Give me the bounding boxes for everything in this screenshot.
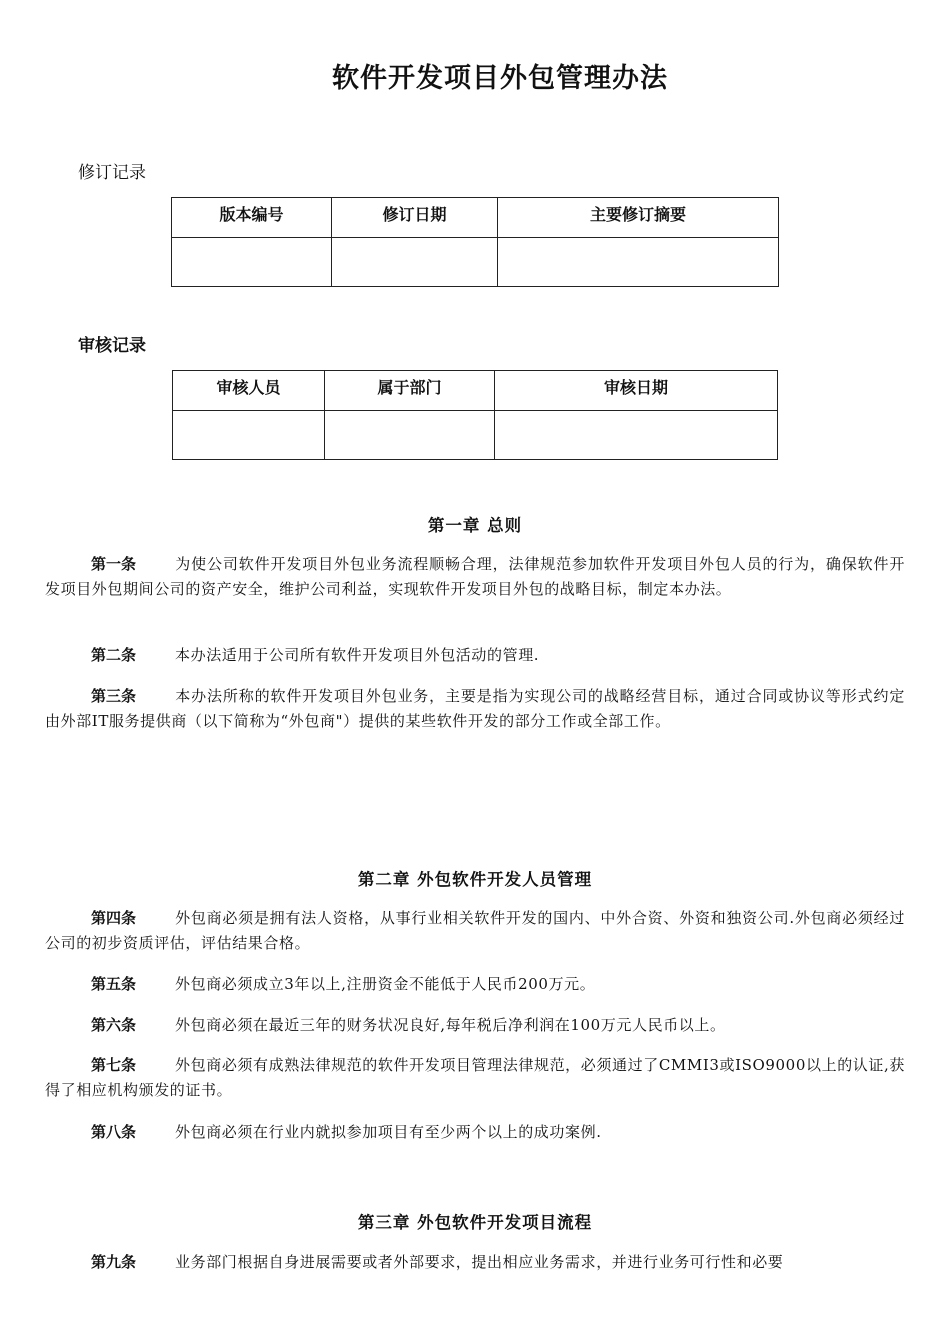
article-label: 第六条 xyxy=(91,1016,137,1034)
article-text: 外包商必须有成熟法律规范的软件开发项目管理法律规范，必须通过了CMMI3或ISO9000以上的认证,获得了相应机构颁发的证书。 xyxy=(45,1056,905,1099)
article-3 xyxy=(45,684,905,734)
article-label: 第五条 xyxy=(91,975,137,993)
article-text: 外包商必须在最近三年的财务状况良好,每年税后净利润在100万元人民币以上。 xyxy=(175,1016,726,1034)
article-label: 第四条 xyxy=(91,909,137,927)
article-text: 业务部门根据自身进展需要或者外部要求，提出相应业务需求，并进行业务可行性和必要 xyxy=(175,1253,784,1271)
article-text: 外包商必须是拥有法人资格，从事行业相关软件开发的国内、中外合资、外资和独资公司.外包商必须经过公司的初步资质评估，评估结果合格。 xyxy=(45,909,905,952)
header-revision-date: 修订日期 xyxy=(332,198,498,238)
article-text: 为使公司软件开发项目外包业务流程顺畅合理，法律规范参加软件开发项目外包人员的行为，确保软件开发项目外包期间公司的资产安全，维护公司利益，实现软件开发项目外包的战略目标，制定本办法。 xyxy=(45,555,905,598)
chapter-3-title: 第三章 外包软件开发项目流程 xyxy=(357,1213,593,1232)
article-label: 第三条 xyxy=(91,687,137,705)
article-text: 本办法适用于公司所有软件开发项目外包活动的管理. xyxy=(175,646,540,664)
table-cell[interactable] xyxy=(172,238,332,287)
table-row xyxy=(173,411,778,460)
article-label: 第一条 xyxy=(91,555,137,573)
review-record-table xyxy=(172,370,778,460)
header-reviewer: 审核人员 xyxy=(173,371,325,411)
article-6 xyxy=(45,1013,905,1038)
article-4 xyxy=(45,906,905,956)
header-review-date: 审核日期 xyxy=(495,371,778,411)
header-revision-summary: 主要修订摘要 xyxy=(498,198,779,238)
article-1 xyxy=(45,552,905,602)
article-7 xyxy=(45,1053,905,1103)
article-text: 本办法所称的软件开发项目外包业务，主要是指为实现公司的战略经营目标，通过合同或协议等形式约定由外部IT服务提供商（以下简称为“外包商"）提供的某些软件开发的部分工作或全部工作。 xyxy=(45,687,905,730)
document-title: 软件开发项目外包管理办法 xyxy=(332,63,668,94)
table-header-row xyxy=(172,198,779,238)
table-cell[interactable] xyxy=(173,411,325,460)
table-header-row xyxy=(173,371,778,411)
article-label: 第九条 xyxy=(91,1253,137,1271)
article-5 xyxy=(45,972,905,997)
article-text: 外包商必须在行业内就拟参加项目有至少两个以上的成功案例. xyxy=(175,1123,602,1141)
article-text: 外包商必须成立3年以上,注册资金不能低于人民币200万元。 xyxy=(175,975,596,993)
revision-record-label: 修订记录 xyxy=(78,163,146,183)
table-cell[interactable] xyxy=(325,411,495,460)
header-version-number: 版本编号 xyxy=(172,198,332,238)
table-cell[interactable] xyxy=(332,238,498,287)
revision-record-table xyxy=(171,197,779,287)
chapter-1-title: 第一章 总则 xyxy=(427,516,523,535)
article-9 xyxy=(45,1250,905,1275)
chapter-2-title: 第二章 外包软件开发人员管理 xyxy=(357,870,593,889)
table-row xyxy=(172,238,779,287)
header-department: 属于部门 xyxy=(325,371,495,411)
article-label: 第八条 xyxy=(91,1123,137,1141)
table-cell[interactable] xyxy=(498,238,779,287)
article-2 xyxy=(45,643,905,668)
article-label: 第七条 xyxy=(91,1056,137,1074)
article-8 xyxy=(45,1120,905,1145)
article-label: 第二条 xyxy=(91,646,137,664)
table-cell[interactable] xyxy=(495,411,778,460)
review-record-label: 审核记录 xyxy=(78,336,146,356)
